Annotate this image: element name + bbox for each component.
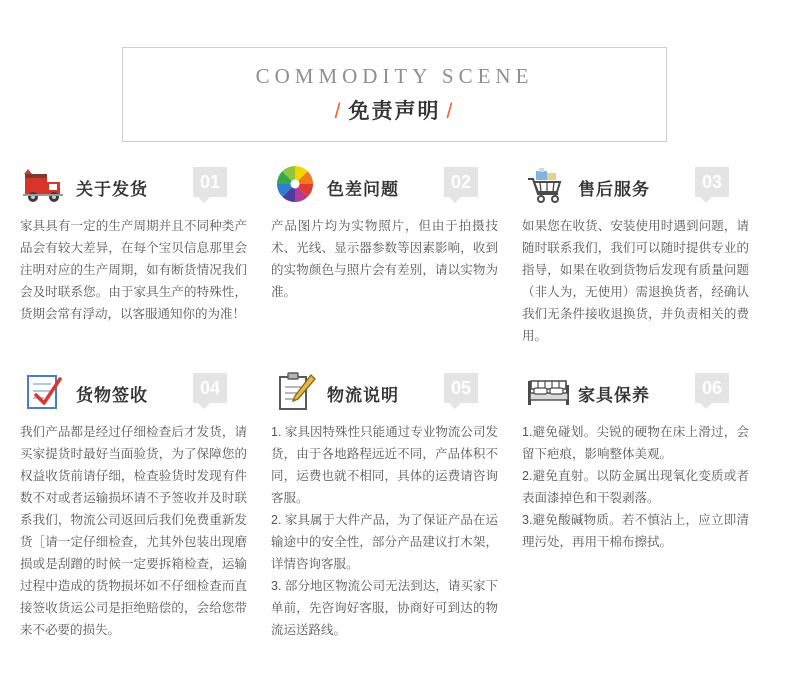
card-number-badge: 04	[193, 373, 227, 403]
header-title-cn-text: 免责声明	[348, 100, 441, 123]
delivery-truck-icon	[22, 163, 70, 209]
header-slash-left: /	[334, 100, 343, 123]
card-paragraph: 我们产品都是经过仔细检查后才发货，请买家提货时最好当面验货，为了保障您的权益收货前请仔细，检查验货时发现有件数不对或者运输损坏请不予签收并及时联系我们，物流公司返回后我们免费重新发货［请一定仔细检查，尤其外包装出现磨损或是刮蹭的时候一定要拆箱检查，运输过程中造成的货物损坏如不仔细检查而直接签收货运公司是拒绝赔偿的，会给您带来不必要的损失。	[20, 425, 247, 637]
card-number-badge: 06	[695, 373, 729, 403]
header-banner	[122, 47, 667, 142]
info-card	[18, 369, 269, 641]
clipboard-pen-icon	[273, 369, 321, 415]
card-body	[520, 215, 749, 347]
card-header	[520, 369, 749, 421]
card-number-badge: 05	[444, 373, 478, 403]
card-paragraph: 家具具有一定的生产周期并且不同种类产品会有较大差异，在每个宝贝信息那里会注明对应的生产周期，如有断货情况我们会及时联系您。由于家具生产的特殊性，货期会常有浮动，以客服通知你的为准！	[20, 219, 247, 321]
card-paragraph: 2.避免直射。以防金属出现氧化变质或者表面漆掉色和干裂剥落。	[522, 469, 749, 505]
card-body	[18, 215, 247, 325]
info-card	[18, 163, 269, 347]
card-number-badge: 01	[193, 167, 227, 197]
info-card	[520, 163, 771, 347]
card-paragraph: 2. 家具属于大件产品，为了保证产品在运输途中的安全性，部分产品建议打木架，详情咨询客服。	[271, 513, 498, 571]
card-title: 售后服务	[578, 180, 650, 199]
card-paragraph: 如果您在收货、安装使用时遇到问题，请随时联系我们，我们可以随时提供专业的指导，如果在收到货物后发现有质量问题（非人为，无使用）需退换货者，经确认我们无条件接收退换货，并负责相关的费用。	[522, 219, 749, 343]
card-header	[18, 369, 247, 421]
card-paragraph: 产品图片均为实物照片，但由于拍摄技术、光线、显示器参数等因素影响，收到的实物颜色与照片会有差别，请以实物为准。	[271, 219, 498, 299]
shopping-cart-icon	[524, 163, 572, 209]
info-card-grid	[18, 163, 772, 663]
checklist-icon	[22, 369, 70, 415]
card-paragraph: 3. 部分地区物流公司无法到达，请买家下单前，先咨询好客服，协商好可到达的物流运送路线。	[271, 579, 498, 637]
card-body	[520, 421, 749, 553]
card-header	[18, 163, 247, 215]
info-card	[269, 369, 520, 641]
card-body	[18, 421, 247, 641]
card-title: 色差问题	[327, 180, 399, 199]
card-paragraph: 3.避免酸碱物质。若不慎沾上，应立即清理污处，再用干棉布擦拭。	[522, 513, 749, 549]
card-header	[520, 163, 749, 215]
header-slash-right: /	[446, 100, 455, 123]
info-card	[269, 163, 520, 347]
bed-furniture-icon	[524, 369, 572, 415]
card-title: 货物签收	[76, 386, 148, 405]
card-paragraph: 1. 家具因特殊性只能通过专业物流公司发货，由于各地路程远近不同，产品体积不同，运费也就不相同，具体的运费请咨询客服。	[271, 425, 498, 505]
info-card	[520, 369, 771, 641]
card-header	[269, 163, 498, 215]
color-wheel-icon	[273, 163, 321, 209]
card-paragraph: 1.避免碰划。尖锐的硬物在床上滑过，会留下疤痕，影响整体美观。	[522, 425, 749, 461]
card-number-badge: 03	[695, 167, 729, 197]
header-title-cn	[329, 95, 461, 125]
card-title: 家具保养	[578, 386, 650, 405]
header-title-en: COMMODITY SCENE	[255, 64, 534, 88]
card-body	[269, 215, 498, 303]
card-number-badge: 02	[444, 167, 478, 197]
card-header	[269, 369, 498, 421]
card-title: 物流说明	[327, 386, 399, 405]
card-body	[269, 421, 498, 641]
card-title: 关于发货	[76, 180, 148, 199]
